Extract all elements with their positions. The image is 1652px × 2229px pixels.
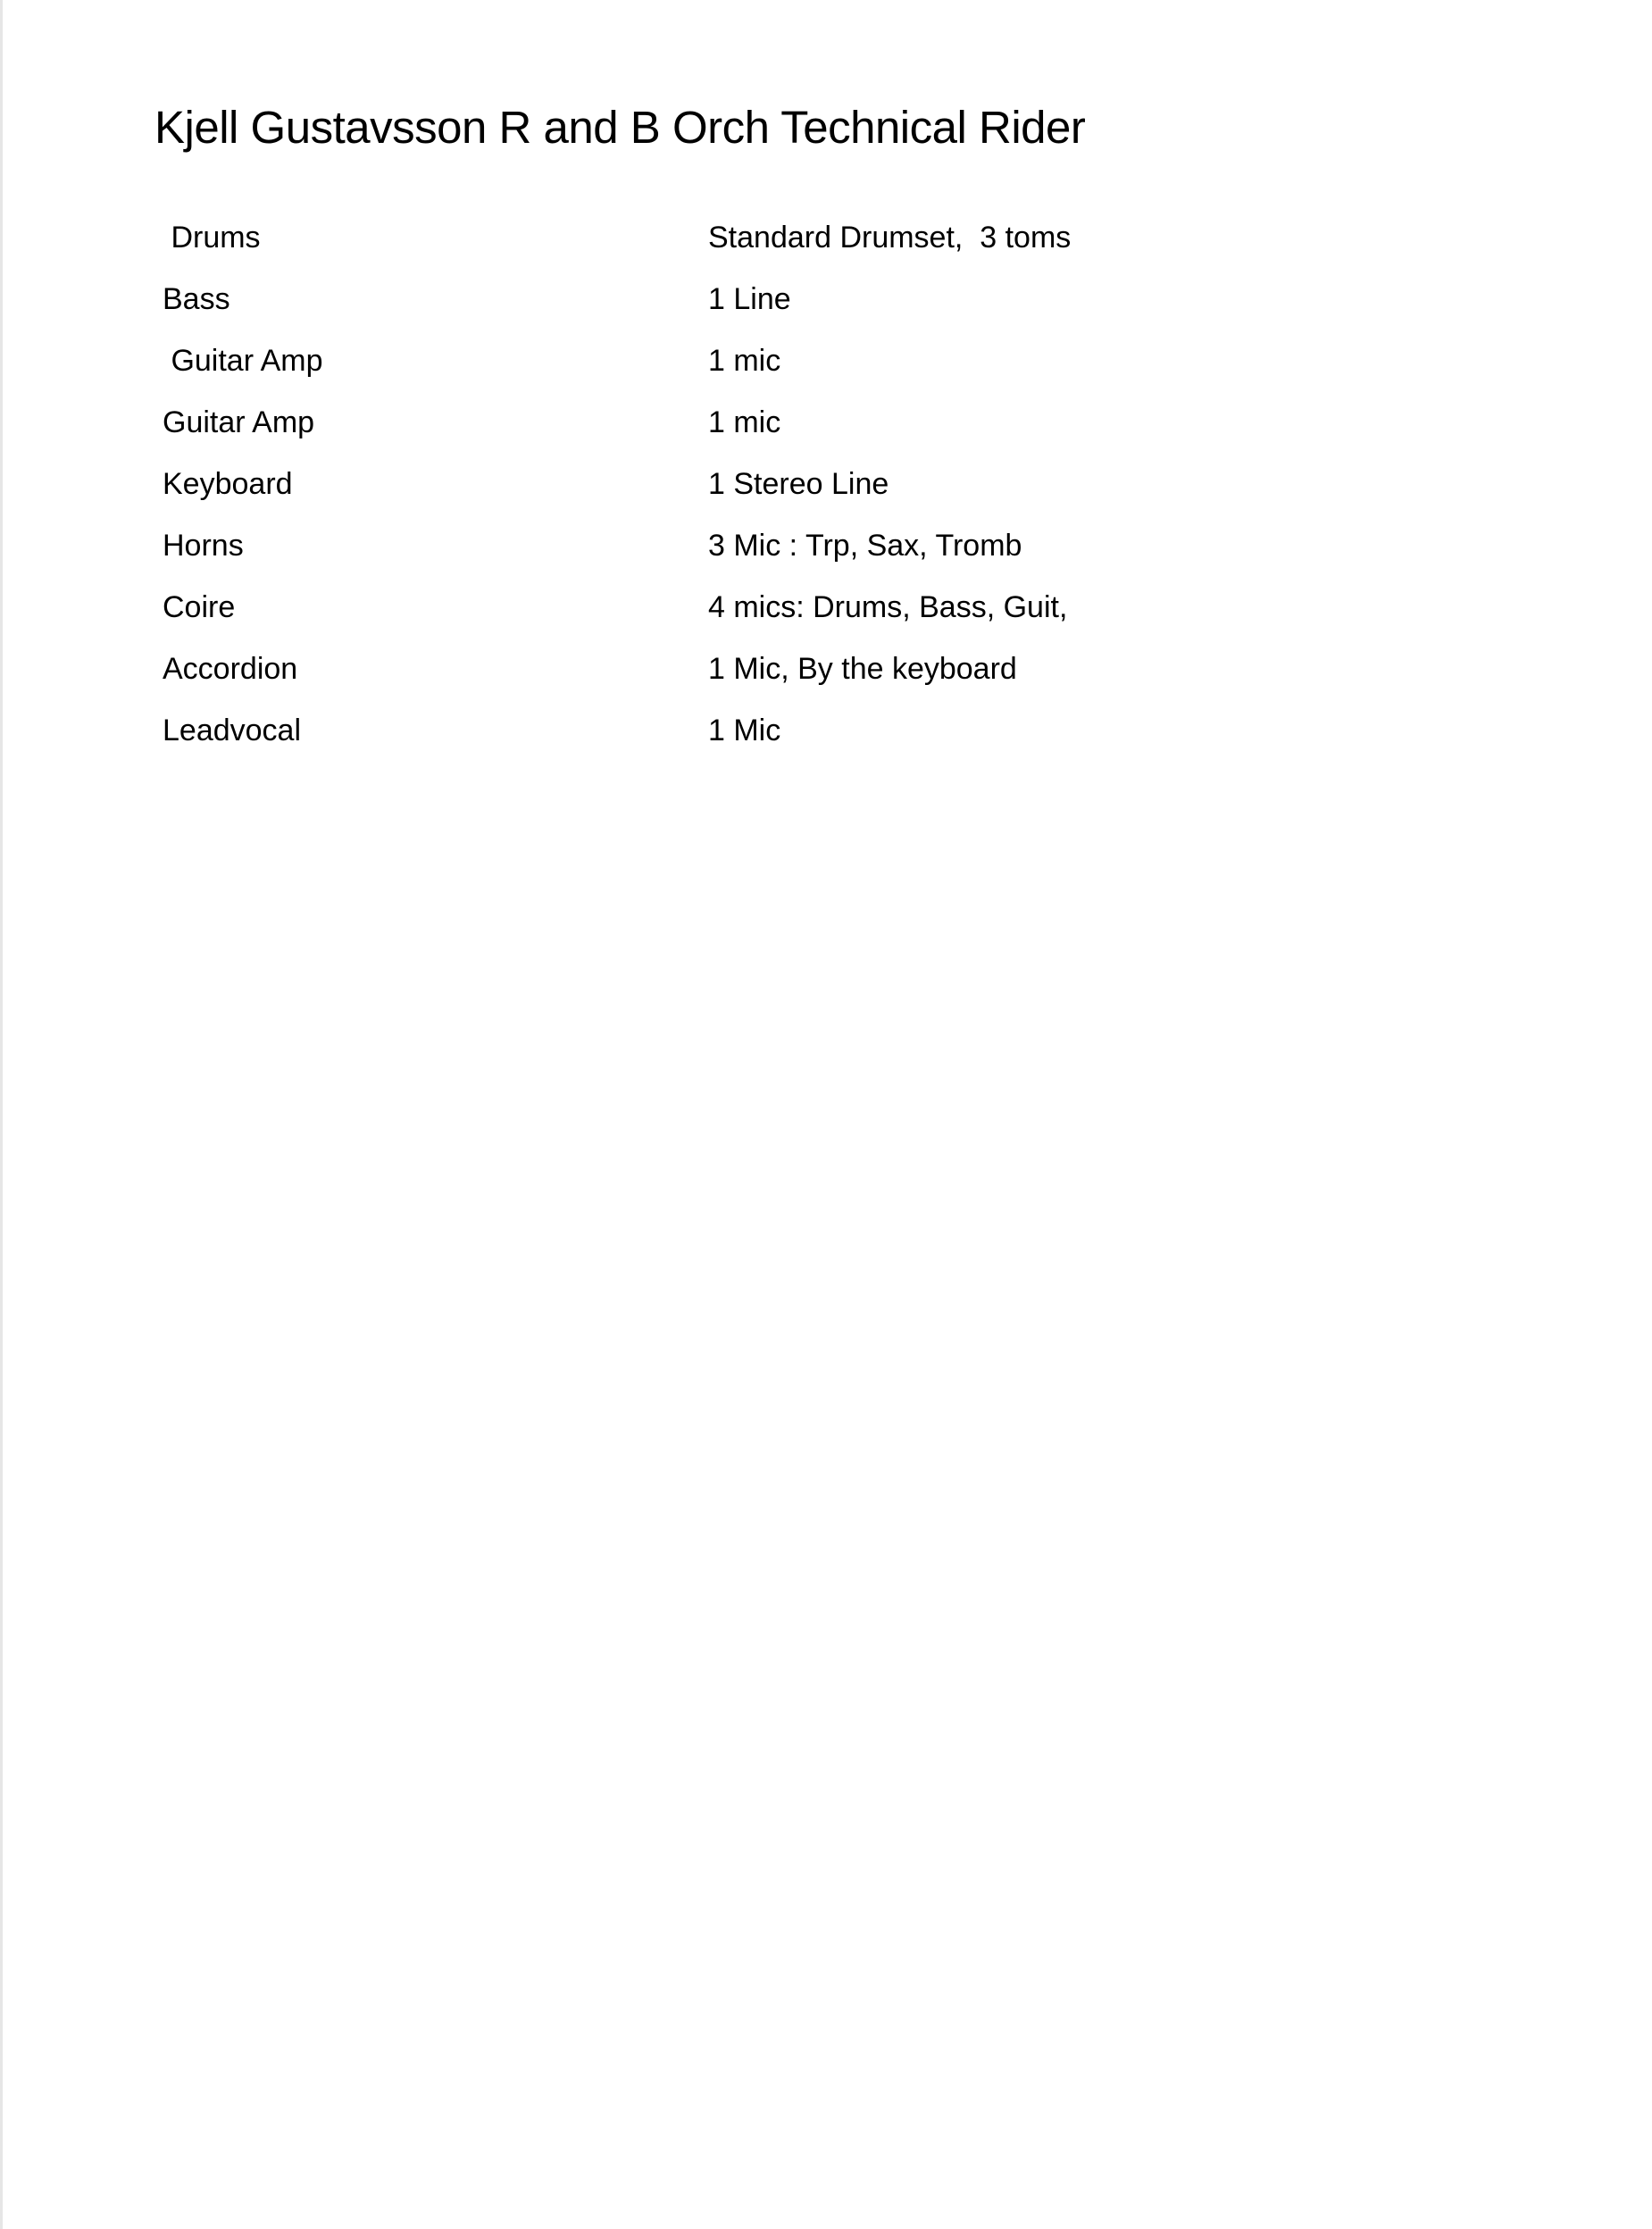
row-item: Leadvocal	[163, 714, 302, 747]
table-row	[0, 454, 1652, 515]
page-title: Kjell Gustavsson R and B Orch Technical Rider	[154, 102, 1086, 153]
table-row	[0, 269, 1652, 330]
row-item: Keyboard	[163, 467, 293, 501]
row-value: 1 Line	[708, 282, 791, 316]
row-item: Guitar Amp	[163, 405, 315, 439]
row-value: 1 mic	[708, 344, 781, 378]
row-item: Horns	[163, 529, 244, 563]
row-item: Guitar Amp	[163, 344, 323, 378]
rider-table	[0, 0, 1652, 804]
table-row	[0, 577, 1652, 639]
row-item: Bass	[163, 282, 230, 316]
table-row	[0, 207, 1652, 269]
row-item: Accordion	[163, 652, 298, 686]
table-row	[0, 330, 1652, 392]
table-row	[0, 700, 1652, 762]
table-row	[0, 639, 1652, 700]
row-value: 1 Stereo Line	[708, 467, 889, 501]
table-row	[0, 392, 1652, 454]
row-value: 4 mics: Drums, Bass, Guit,	[708, 590, 1068, 624]
row-value: 1 Mic, By the keyboard	[708, 652, 1017, 686]
table-row	[0, 515, 1652, 577]
row-value: 1 mic	[708, 405, 781, 439]
row-value: 3 Mic : Trp, Sax, Tromb	[708, 529, 1022, 563]
row-item: Drums	[163, 221, 261, 255]
row-item: Coire	[163, 590, 236, 624]
row-value: Standard Drumset, 3 toms	[708, 221, 1072, 255]
row-value: 1 Mic	[708, 714, 781, 747]
